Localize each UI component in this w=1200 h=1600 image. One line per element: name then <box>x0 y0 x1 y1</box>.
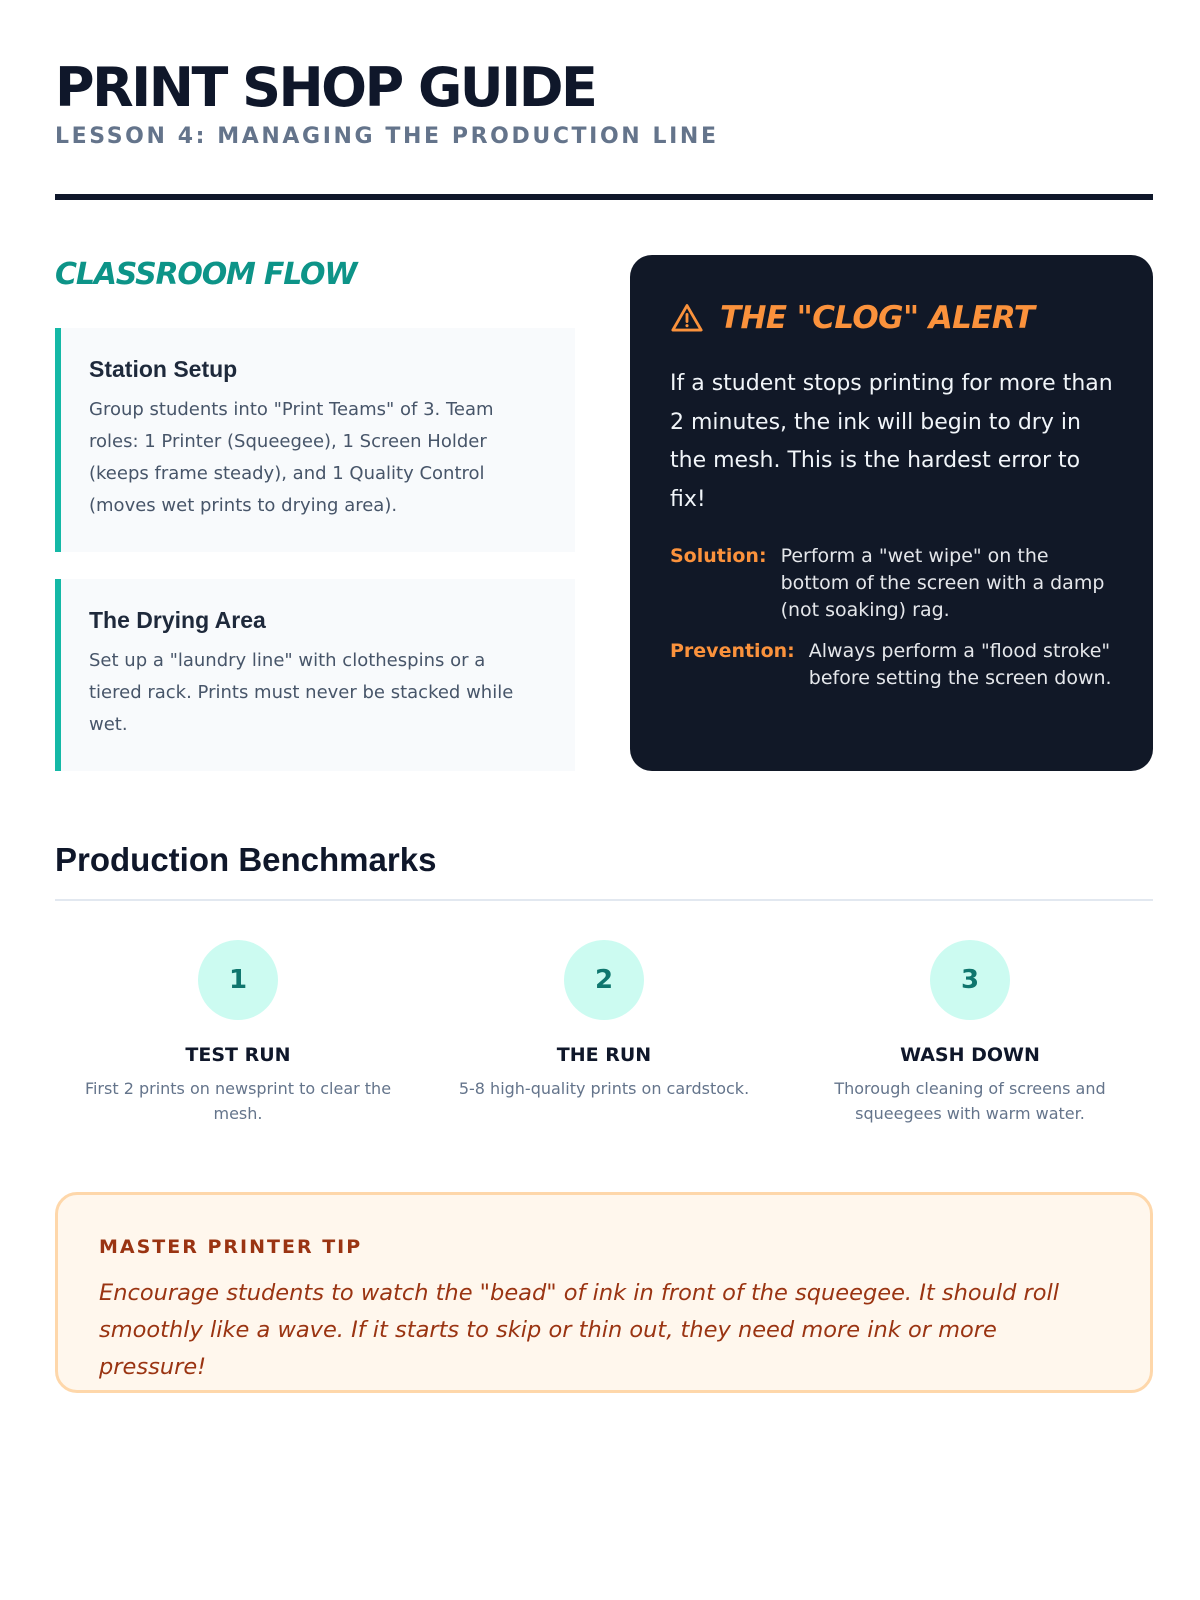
step-title: WASH DOWN <box>900 1044 1040 1066</box>
classroom-flow-heading: CLASSROOM FLOW <box>55 257 357 292</box>
step-test-run <box>55 940 421 1126</box>
solution-text: Perform a "wet wipe" on the bottom of the screen with a damp (not soaking) rag. <box>780 545 1105 621</box>
warning-triangle-icon <box>670 301 704 335</box>
master-printer-tip-box <box>55 1192 1153 1393</box>
card-title: Station Setup <box>89 356 238 382</box>
step-number-badge: 2 <box>564 940 644 1020</box>
station-setup-card <box>55 328 575 552</box>
page-subtitle: LESSON 4: MANAGING THE PRODUCTION LINE <box>55 124 719 149</box>
step-wash-down <box>787 940 1153 1126</box>
benchmark-steps <box>55 940 1153 1126</box>
card-title: The Drying Area <box>89 607 266 633</box>
page-title: PRINT SHOP GUIDE <box>55 56 596 119</box>
step-description: First 2 prints on newsprint to clear the mesh. <box>84 1079 392 1123</box>
header-divider <box>55 194 1153 200</box>
card-text: Group students into "Print Teams" of 3. Team roles: 1 Printer (Squeegee), 1 Screen Holder (keeps frame steady), and 1 Quality Control (moves wet prints to drying area). <box>89 399 494 516</box>
step-number-badge: 3 <box>930 940 1010 1020</box>
step-title: THE RUN <box>556 1044 652 1066</box>
tip-text: Encourage students to watch the "bead" of ink in front of the squeegee. It should roll smoothly like a wave. If it starts to skip or thin out, they need more ink or more pressure! <box>99 1280 1060 1380</box>
clog-alert-box <box>630 255 1153 771</box>
solution-label: Solution: <box>670 545 767 567</box>
card-text: Set up a "laundry line" with clothespins or a tiered rack. Prints must never be stacked while wet. <box>89 650 514 735</box>
prevention-label: Prevention: <box>670 640 795 662</box>
drying-area-card <box>55 579 575 771</box>
step-number-badge: 1 <box>198 940 278 1020</box>
tip-label: MASTER PRINTER TIP <box>99 1236 363 1258</box>
benchmarks-heading: Production Benchmarks <box>55 841 437 878</box>
alert-title: THE "CLOG" ALERT <box>720 300 1035 336</box>
step-title: TEST RUN <box>185 1044 291 1066</box>
prevention-text: Always perform a "flood stroke" before setting the screen down. <box>808 640 1112 689</box>
prevention-row <box>670 638 1115 692</box>
step-description: Thorough cleaning of screens and squeegees with warm water. <box>834 1079 1106 1123</box>
alert-body: If a student stops printing for more than 2 minutes, the ink will begin to dry in the mesh. This is the hardest error to fix! <box>670 371 1113 512</box>
alert-header <box>670 295 1115 341</box>
benchmarks-divider <box>55 899 1153 901</box>
step-the-run <box>421 940 787 1126</box>
step-description: 5-8 high-quality prints on cardstock. <box>458 1079 750 1098</box>
solution-row <box>670 543 1115 624</box>
